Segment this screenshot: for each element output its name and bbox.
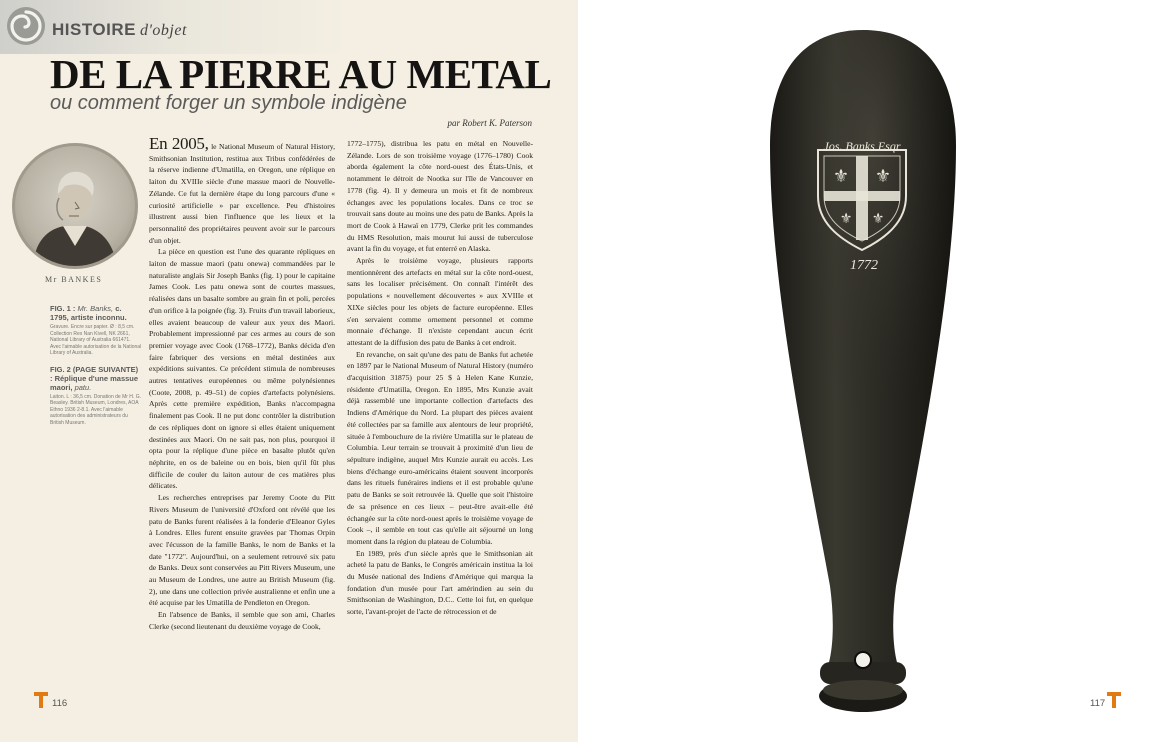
spiral-logo-icon [6, 6, 46, 46]
article-column-2 [347, 138, 533, 618]
magazine-t-logo-icon [1107, 692, 1121, 708]
fig1-caption-body: Gravure. Encre sur papier. Ø : 8,5 cm. Collection Rex Nan Kivell, NK 2661, National Library of Australia 661471. Avec l'aimable autorisation de la National Library of Australia. [50, 324, 142, 356]
engraving-name: Jos. Banks Esqr [823, 139, 901, 153]
article-column-1 [149, 134, 335, 633]
svg-text:⚜: ⚜ [839, 211, 853, 227]
fig1-caption-head: FIG. 1 : Mr. Banks, c. 1795, artiste inconnu. [50, 304, 127, 322]
dropcap-lead: En 2005, [149, 134, 209, 153]
article-paragraph: En l'absence de Banks, il semble que son ami, Charles Clerke (second lieutenant du deuxième voyage de Cook, [149, 610, 335, 631]
portrait-engraving [12, 143, 138, 269]
patu-club-photo [768, 26, 958, 718]
figure-captions [50, 304, 142, 434]
article-paragraph: Après le troisième voyage, plusieurs rapports mentionnèrent des artefacts en métal sur la côte nord-ouest, sans les localiser précisément. On connaît l'intérêt des populations « nouvellement découvertes » aux XVIIIe et XIXe siècles pour les objets de facture européenne. Elles s'en servaient comme ornement personnel et comme monnaie d'échange. Il n'existe cependant aucun écrit attestant de la diffusion des patu de Banks à cet endroit. [347, 256, 533, 347]
page-number-right: 117 [1090, 698, 1106, 709]
portrait-figure-icon [15, 146, 135, 266]
article-paragraph: Les recherches entreprises par Jeremy Coote du Pitt Rivers Museum de l'université d'Oxford ont révélé que les patu de Banks furent réalisées à la fonderie d'Eleanor Gyles à Londres. Elles furent ensuite gravées par Thomas Orpin avec l'écusson de la famille Banks, le nom de Banks et la date "1772". Aujourd'hui, on a seulement retrouvé six patu de Banks. Deux sont conservées au Pitt Rivers Museum, une au Museum de Londres, une autre au British Museum (fig. 2), une dans une collection privée australienne et enfin une a été acquise par les Umatilla de Pendleton en Oregon. [149, 493, 335, 608]
svg-text:⚜: ⚜ [832, 166, 850, 187]
svg-text:⚜: ⚜ [871, 211, 885, 227]
svg-text:⚜: ⚜ [874, 166, 892, 187]
article-paragraph: En 2005, le National Museum of Natural History, Smithsonian Institution, restitua aux Tribus confédérées de la réserve indienne d'Umatilla, en Oregon, une réplique en laiton du XVIIIe siècle d'une massue maori de Nouvelle-Zélande. Ce fut la dernière étape du long parcours d'une « curiosité artificielle » par excellence. Peu d'histoires illustrent aussi bien l'influence que les lieux et la personnalité des propriétaires peuvent avoir sur le parcours d'un objet. [149, 134, 335, 245]
article-paragraph: La pièce en question est l'une des quarante répliques en laiton de massue maori (patu onewa) commandées par le naturaliste anglais Sir Joseph Banks (fig. 1) pour le capitaine James Cook. Les patu onewa sont de courtes massues, réalisées dans un basalte sombre au grain fin et poli, percées d'un orifice à la poignée (fig. 3). Fruits d'un travail laborieux, elles avaient beaucoup de valeur aux yeux des Maori. Probablement impressionné par ces armes au cours de son premier voyage avec Cook (1768–1772), Banks décida d'en faire fabriquer des versions en métal destinées aux expéditions suivantes. Ce précédent stimula de nombreuses autres tentatives européennes ou même polynésiennes (Coote, 2008, p. 49–51) de copies d'artefacts polynésiens. Après cette première expédition, Banks n'accompagna finalement pas Cook. Il ne put donc contrôler la distribution de ces répliques dont on ignore si elles étaient uniquement destinées aux Maori. On ne sait pas, non plus, pourquoi il opta pour la réplique d'une pièce en basalte plutôt qu'en néphrite, en os de baleine ou en bois, bien qu'il fût plus difficile de couler du laiton autour de ces matières plus délicates. [149, 247, 335, 491]
page-subtitle: ou comment forger un symbole indigène [50, 92, 407, 114]
page-title: DE LA PIERRE AU METAL [50, 51, 552, 97]
article-paragraph: 1772–1775), distribua les patu en métal en Nouvelle-Zélande. Lors de son troisième voyage (1776–1780) Cook aborda également la côte nord-ouest des États-Unis, et notamment le détroit de Nootka sur l'île de Vancouver en 1778 (fig. 4). Il y demeura un mois et fit de nombreux échanges avec les populations locales. Dans ce troc se trouvait sans doute au moins une des patu de Banks. Après la mort de Cook à Hawaï en 1779, Clerke prit les commandes du HMS Resolution, mais mourut lui aussi de tuberculose avant la fin du voyage, et fut enterré en Alaska. [347, 139, 533, 254]
portrait-caption: Mr BANKES [45, 275, 103, 284]
section-kicker: HISTOIRE d'objet [52, 20, 187, 39]
magazine-t-logo-icon [34, 692, 48, 708]
article-paragraph: En 1989, près d'un siècle après que le Smithsonian ait acheté la patu de Banks, le Congrès américain institua la loi du Musée national des Indiens d'Amérique qui marqua la fondation d'un musée pour l'art amérindien au sein du Smithsonian de Washington, D.C.. Cette loi fut, en quelque sorte, l'avant-projet de l'acte de rétrocession et de [347, 548, 533, 617]
page-number-left: 116 [52, 698, 68, 709]
fig2-caption-body: Laiton. L : 36,5 cm. Donation de Mr H. G. Beasley. British Museum, Londres, AOA Ethno 1936 2-8.1. Avec l'aimable autorisation des administrateurs du British Museum. [50, 393, 141, 426]
article-paragraph: En revanche, on sait qu'une des patu de Banks fut achetée en 1897 par le National Museum of Natural History (numéro d'acquisition 31875) pour 25 $ à Helen Kane Kunzie, résidente d'Umatilla, Oregon. En 1895, Mrs Kunzie avait déjà rassemblé une importante collection d'artefacts des Indiens d'Amérique du Nord. La plupart des pièces avaient été collectées par sa famille aux alentours de leur propriété, située à l'embouchure de la rivière Umatilla sur le plateau de Columbia. Leur terrain se trouvait à proximité d'un lieu de sépulture indigène, auquel Mrs Kunzie aurait eu accès. Les biens d'échange euro-américains étaient souvent incorporés dans les rituels funéraires indiens et il est probable qu'une patu de Banks se soit retrouvée là. Quelle que soit l'histoire de sa présence en ces lieux – peut-être avait-elle été échangée sur la côte nord-ouest après le troisième voyage de Cook –, il semble en tout cas qu'elle ait séjourné un long moment dans la région du plateau de Columbia. [347, 349, 533, 546]
engraving-date: 1772 [850, 258, 878, 273]
fig2-caption-head: FIG. 2 (PAGE SUIVANTE) : Réplique d'une massue maori, patu. [50, 364, 139, 392]
byline: par Robert K. Paterson [447, 118, 532, 128]
